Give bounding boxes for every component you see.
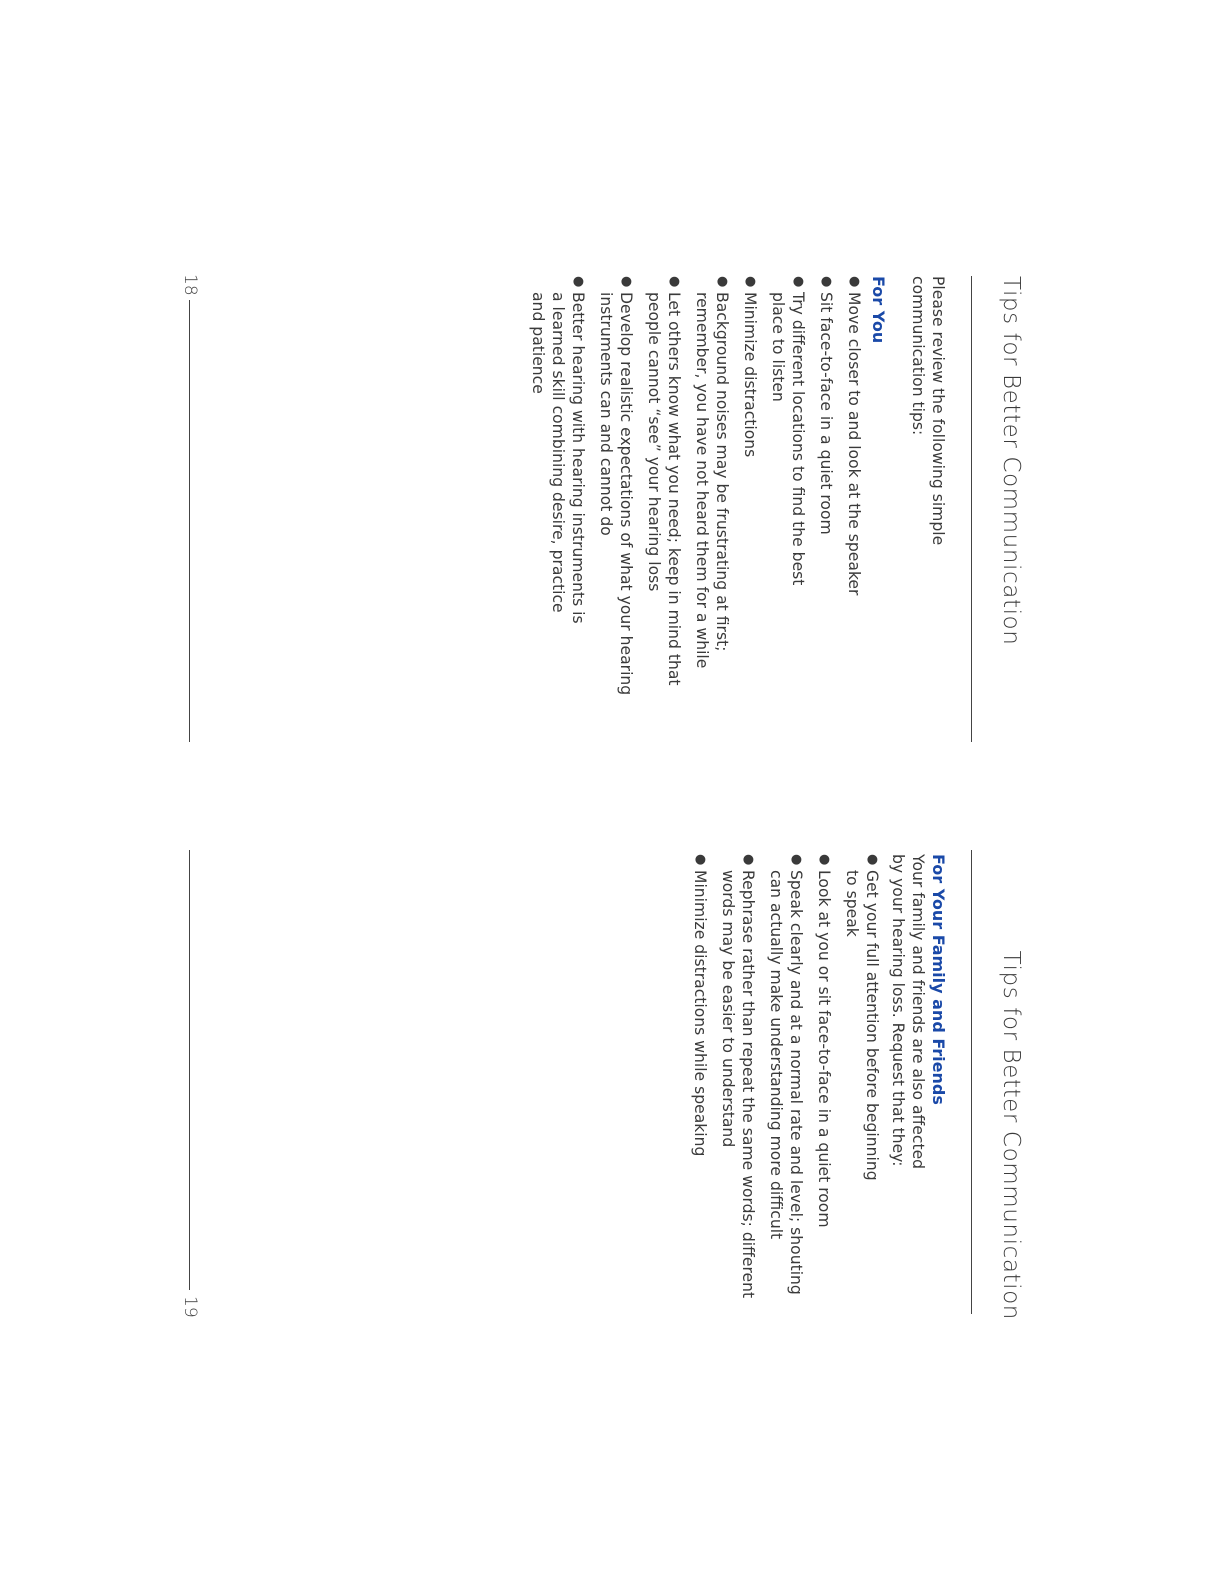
- footer-rule: [189, 300, 190, 742]
- list-item-text: Rephrase rather than repeat the same words; different words may be easier to understand: [719, 870, 757, 1299]
- list-item: [596, 276, 636, 732]
- page-number: 18: [180, 274, 200, 296]
- list-item-text: Get your full attention before beginning to speak: [843, 870, 881, 1181]
- page-title: Tips for Better Communication: [998, 950, 1024, 1320]
- list-item-text: Try different locations to find the best place to listen: [769, 292, 807, 586]
- bullet-icon: ●: [715, 276, 730, 288]
- header-rule: [971, 850, 972, 1314]
- tips-list: [528, 276, 864, 746]
- list-item: [690, 854, 710, 1324]
- bullet-icon: ●: [865, 854, 880, 866]
- list-item-text: Move closer to and look at the speaker: [845, 292, 863, 596]
- bullet-icon: ●: [847, 276, 862, 288]
- list-item: [844, 276, 864, 746]
- bullet-icon: ●: [789, 854, 804, 866]
- bullet-icon: ●: [819, 276, 834, 288]
- section-heading-for-you: For You: [869, 276, 888, 344]
- page-number: 19: [180, 1296, 200, 1318]
- bullet-icon: ●: [667, 276, 682, 288]
- page-19: [0, 792, 1224, 1584]
- bullet-icon: ●: [791, 276, 806, 288]
- list-item: [768, 276, 808, 612]
- list-item-text: Minimize distractions: [741, 292, 759, 458]
- bullet-icon: ●: [741, 854, 756, 866]
- header-rule: [971, 276, 972, 742]
- list-item: [740, 276, 760, 746]
- list-item: [644, 276, 684, 732]
- intro-text: Please review the following simple communication tips:: [909, 276, 947, 546]
- list-item-text: Speak clearly and at a normal rate and level; shouting can actually make understanding more difficult: [767, 870, 805, 1295]
- list-item: [816, 276, 836, 746]
- list-item: [814, 854, 834, 1324]
- bullet-icon: ●: [619, 276, 634, 288]
- page-body: [520, 276, 948, 746]
- bullet-icon: ●: [817, 854, 832, 866]
- list-item-text: Develop realistic expectations of what your hearing instruments can and cannot do: [597, 292, 635, 696]
- section-heading-family-friends: For Your Family and Friends: [929, 854, 948, 1105]
- list-item: [528, 276, 588, 632]
- bullet-icon: ●: [571, 276, 586, 288]
- list-item: [718, 854, 758, 1340]
- list-item-text: Minimize distractions while speaking: [691, 870, 709, 1157]
- list-item: [692, 276, 732, 712]
- bullet-icon: ●: [743, 276, 758, 288]
- list-item-text: Look at you or sit face-to-face in a quiet room: [815, 870, 833, 1228]
- intro-text: Your family and friends are also affected by your hearing loss. Request that they:: [889, 854, 927, 1170]
- list-item: [842, 854, 882, 1200]
- bullet-icon: ●: [693, 854, 708, 866]
- page-title: Tips for Better Communication: [998, 276, 1024, 646]
- list-item-text: Better hearing with hearing instruments is a learned skill combining desire, practice and patience: [529, 292, 587, 624]
- tips-list: [690, 854, 882, 1324]
- list-item-text: Background noises may be frustrating at first; remember, you have not heard them for a while: [693, 292, 731, 669]
- page-body: [682, 854, 948, 1324]
- list-item: [766, 854, 806, 1310]
- list-item-text: Let others know what you need; keep in mind that people cannot “see” your hearing loss: [645, 292, 683, 686]
- footer-rule: [189, 850, 190, 1290]
- list-item-text: Sit face-to-face in a quiet room: [817, 292, 835, 535]
